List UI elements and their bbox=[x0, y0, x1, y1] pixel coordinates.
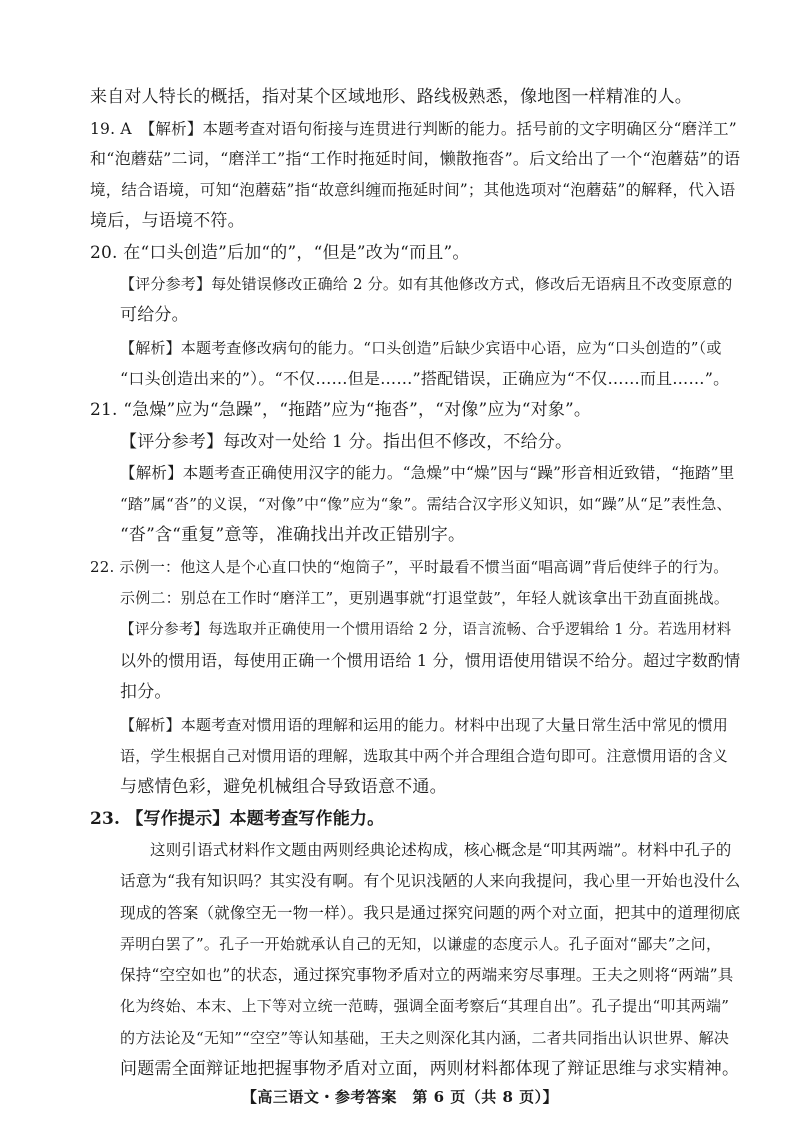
q23-para-7: 的方法论及“无知”“空空”等认知基础，王夫之则深化其内涵，二者共同指出认识世界、解决 bbox=[120, 1029, 730, 1047]
q22-scoring-3: 扣分。 bbox=[120, 682, 172, 702]
q21-analysis-1: 【解析】本题考查正确使用汉字的能力。“急燥”中“燥”因与“躁”形音相近致错，“拖踏”里 bbox=[120, 464, 735, 482]
q19-line-2: 和“泡蘑菇”二词，“磨洋工”指“工作时拖延时间，懒散拖沓”。后文给出了一个“泡蘑菇”的语 bbox=[90, 149, 741, 168]
q21-analysis-3: “沓”含“重复”意等，准确找出并改正错别字。 bbox=[120, 525, 466, 545]
q20-analysis-1: 【解析】本题考查修改病句的能力。“口头创造”后缺少宾语中心语，应为“口头创造的”（或 bbox=[120, 339, 722, 357]
q21-analysis-2: “踏”属“沓”的义误，“对像”中“像”应为“象”。需结合汉字形义知识，如“躁”从“足”表性急、 bbox=[120, 495, 732, 513]
q21-line-1: 21. “急燥”应为“急躁”，“拖踏”应为“拖沓”，“对像”应为“对象”。 bbox=[90, 400, 592, 420]
q23-para-5: 保持“空空如也”的状态，通过探究事物矛盾对立的两端来穷尽事理。王夫之则将“两端”具 bbox=[120, 966, 734, 984]
q23-para-1: 这则引语式材料作文题由两则经典论述构成，核心概念是“叩其两端”。材料中孔子的 bbox=[150, 841, 732, 859]
q22-example-2: 示例二：别总在工作时“磨洋工”，更别遇事就“打退堂鼓”，年轻人就该拿出干劲直面挑战。 bbox=[120, 589, 730, 607]
q22-analysis-3: 与感情色彩，避免机械组合导致语意不通。 bbox=[120, 777, 447, 797]
q23-para-3: 现成的答案（就像空无一物一样）。我只是通过探究问题的两个对立面，把其中的道理彻底 bbox=[120, 904, 741, 922]
text-line-1: 来自对人特长的概括，指对某个区域地形、路线极熟悉，像地图一样精准的人。 bbox=[90, 87, 692, 107]
q19-line-1: 19. A 【解析】本题考查对语句衔接与连贯进行判断的能力。括号前的文字明确区分“磨洋工” bbox=[90, 120, 737, 138]
q23-para-6: 化为终始、本末、上下等对立统一范畴，强调全面考察后“其理自出”。孔子提出“叩其两端” bbox=[120, 997, 730, 1015]
q22-scoring-1: 【评分参考】每选取并正确使用一个惯用语给 2 分，语言流畅、合乎逻辑给 1 分。若选用材料 bbox=[120, 622, 732, 638]
page-footer: 【高三语文・参考答案 第 6 页（共 8 页）】 bbox=[241, 1088, 559, 1106]
q23-heading: 23. 【写作提示】本题考查写作能力。 bbox=[90, 809, 385, 829]
q22-example-1: 22. 示例一：他这人是个心直口快的“炮筒子”，平时最看不惯当面“唱高调”背后使绊子的行为。 bbox=[90, 558, 729, 576]
q23-para-2: 话意为“我有知识吗？其实没有啊。有个见识浅陋的人来向我提问，我心里一开始也没什么 bbox=[120, 872, 741, 890]
q20-analysis-2: “口头创造出来的”）。“不仅……但是……”搭配错误，正确应为“不仅……而且……”。 bbox=[120, 369, 730, 388]
q22-scoring-2: 以外的惯用语，每使用正确一个惯用语给 1 分，惯用语使用错误不给分。超过字数酌情 bbox=[120, 651, 741, 670]
q20-line-1: 20. 在“口头创造”后加“的”，“但是”改为“而且”。 bbox=[90, 243, 470, 263]
q20-scoring-1: 【评分参考】每处错误修改正确给 2 分。如有其他修改方式，修改后无语病且不改变原意的 bbox=[120, 275, 733, 293]
q20-scoring-2: 可给分。 bbox=[120, 305, 189, 325]
q21-scoring: 【评分参考】每改对一处给 1 分。指出但不修改，不给分。 bbox=[120, 432, 573, 452]
q19-line-4: 境后，与语境不符。 bbox=[90, 211, 245, 231]
q22-analysis-1: 【解析】本题考查对惯用语的理解和运用的能力。材料中出现了大量日常生活中常见的惯用 bbox=[120, 716, 729, 734]
q23-para-8: 问题需全面辩证地把握事物矛盾对立面，两则材料都体现了辩证思维与求实精神。 bbox=[120, 1059, 740, 1079]
q22-analysis-2: 语，学生根据自己对惯用语的理解，选取其中两个并合理组合造句即可。注意惯用语的含义 bbox=[120, 747, 729, 765]
q23-para-4: 弄明白罢了”。孔子一开始就承认自己的无知，以谦虚的态度示人。孔子面对“鄙夫”之问， bbox=[120, 935, 722, 953]
q19-line-3: 境，结合语境，可知“泡蘑菇”指“故意纠缠而拖延时间”；其他选项对“泡蘑菇”的解释，代入语 bbox=[90, 181, 736, 199]
